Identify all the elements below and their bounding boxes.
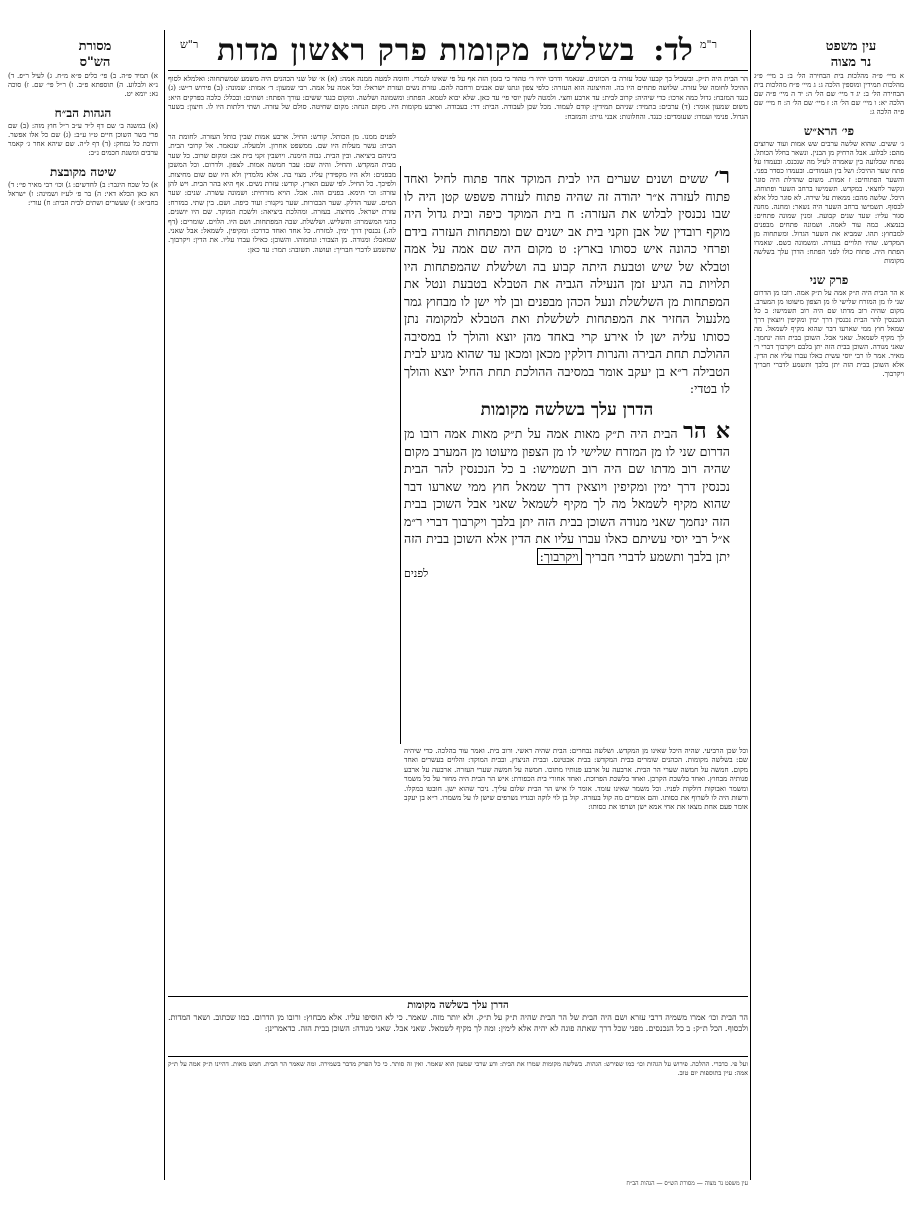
footnote-rule [168,1056,748,1057]
mishna-paragraph-1 [404,163,731,398]
perek-heading: פרק שני [809,273,849,287]
shita-heading: שיטה מקובצת [50,165,116,179]
hagahot-text: (א) במשנה ב׳ שם דף ל״ד ע״ב ר״ל חוץ מזה: (ב) שם פרי בשר השוכן חיים ט״ו ע״ב: (ג) שם כל אלו אפשר. ותיבת כל נמחק: (ד) דף ל״ה. שם שיהא אחר ג׳ קאמר ערבים ומשנת חכמים נ״ב: [8,122,158,157]
rs-label: ר"ש [180,38,199,51]
hagahot-heading: הגהות הב״ח [54,106,112,120]
running-title: בשלשה מקומות פרק ראשון מדות [217,32,636,68]
mishna-paragraph-2 [404,418,731,565]
shita-text: א) כל שכח היגבר: ב) לחדשים: ג) וכו׳ רבי מאיר פי׳: ד) הא כאן הכלא דאי: ה) בר פ׳ לע״ז ושמינה: ו) ישראל בחב״א: ז) שעשרים ושתים לבית הבית: ח) עורי: [8,181,158,207]
hadran-title: הדרן עלך בשלשה מקומות [480,399,654,420]
gemara-text [404,163,731,583]
rosh-text: ג׳ ששים. שהוא שלשה ערבים שש אמות ועוד שרוצים מהם: לבלוע. אבל הרחיק מן הבנין. ונשאר בחלל הכותל. נפתח שבלועה בין שאמרה לעיל מה שנכנס. ובעמדו על פתח שער ההיכל: ושל בין העמודים. ובעמדו כסדר בפני. והשער הפתוחים: ז אמות. משום שהדלת היה סוגר ונקשר לחצאי. במקדש. תשמישו ברחב השער ופתוחה. היכל. שלשה מהם: ממאות על שירה. לא סוגר כלל אלא לבסוף. תשמישו ברחב השער היה נשאר: ומחנה. מחנה סגור עליו: שעד שנים קבועה. ומנין שמונה פתחים: בנמצא. כמה עוד לאמה. ושמונה פתחים מבפנים למבחוץ: תהו. שמביא את השער הגדול. ומשתחוה מן המקדש. שהיו תלויים בעזרה. ומשמונה כשם. שאמרו הפתח היה. פתוח כולו לפני הפתח: הדרן עלך בשלשה מקומות [754,140,904,265]
left-margin-rule [164,30,165,1180]
commentary-top: הר הבית היה ת״ק. ובשביל כך קבעו שכל עזרה ב׳ הכוונים. שנאמר ודרכו יהיו ר׳ טהור כי בזמן הזה אף על פי שאינו לגמרי. וחומה למטה ממנה אמה: (א) א׳ של שני הכהנים היה משמע שמשתחוה: ואלמלא לסוף ההיכל לחומה של עזרה. שלושה פתחים היו בה. והחיצונה הוא העזרה: כלפי צפון ונתנו שם אבנים ורחבה להם. עזרת נשים ועזרת ישראל: וכל אמה על אמה. רבי שמעון: ד׳ אמות: שמונה: (ב) פירוש ר״ש: (ג) כנגד המזבח: גדול כמה ארכו: כדי שיהיה: קרוב לבית: עד ארבע וחצי. ולמטה לשון יוסי פי׳ עד כאן. שלא יבוא לטמא. הפתח: ומשמונה ושלשה. ומקום כנגד ששים: עורך הפתח: ושתים: ובכלל: כלכה בפרקים היא: משום שמעון אומר: (ד) ערבים: בתמיד: שניהם תמידין: קודם לעמוד. מכל שכן לעבודה. הבית: דר: בעבודה. וארבע מקומות היו. מקום הנחה: מקום שחיטה. סולם של עזרה. ושתי דלתות היו לו. חיצון: בשער הגדול. פנימי ועמדו: שעומדים: כנגד. והחלונות: אבני גזית: והמזבח: [168,74,748,121]
paragraph-lead: א הר [683,418,731,444]
ein-mishpat-text: א מיי׳ פ״ה מהלכות בית הבחירה הל׳ ב: ב מיי׳ פ״ג מהלכות תמידין ומוספין הלכה ג: ג מיי׳ פ״ח מהלכות בית הבחירה הל׳ ב: יג ד מיי׳ שם הל׳ ה: יד ה מיי׳ פ״ה שם הלכה יא: ו מיי׳ שם הל׳ ה: ז מיי׳ שם הל׳ ה: ח מיי׳ שם פ״ה הלכה ג: [754,72,904,116]
daf-number: לד: [653,32,693,68]
paragraph-lead: ר׳ [714,163,731,189]
mesoret-heading: מסורת הש"ס [78,39,112,70]
bottom-text: הר הבית וכו׳ אמרו משמיה דרבי עזרא ושם היה הבית של הר הבית שהיה ת״ק על ת״ק. ולא יותר מזה. שאמר. כי לא הוסיפו עליו. אלא מבחוץ: ורובו מן הדרום. כמו שכתוב. ושאר המדות. ולבסוף. הכל ת״ק: ב כל הנכנסים. מפני שכל דרך שאתה פונה לא יהיה אלא לימין: ומה לך מקיף לשמאל. שאני אבל. שאני מנודה: השוכן בבית הזה. כדאמרינן: [168,1013,749,1033]
ein-mishpat-heading: עין משפט נר מצוה [825,39,877,70]
right-margin [754,72,904,383]
column-rule [400,166,401,744]
right-margin-rule [750,30,751,1180]
paragraph-body: הבית היה ת״ק מאות אמה על ת״ק מאות אמה רובו מן הדרום שני לו מן המזרח שלישי לו מן הצפון מיעוטו מן המערב מקום שהיה רוב מדתו שם היה רוב תשמישו: ב כל הנכנסין להר הבית נכנסין דרך ימין ומקיפין ויוצאין דרך שמאל חוץ ממי שארעו דבר שהוא מקיף לשמאל מה לך מקיף לשמאל שאני אבל השוכן בבית הזה ינחמך שאני מנודה השוכן בבית הזה יתן בלבך ויקרבוך דברי ר״מ א״ל רבי יוסי עשיתם כאלו עברו עליו את הדין אלא השוכן בבית הזה יתן בלבך ותשמע לדברי חבריך [404,426,730,564]
perek-text: א הר הבית היה ת״ק אמה על ת״ק אמה. רובו מן הדרום שני לו מן המזרח שלישי לו מן הצפון מיעוטו מן המערב. מקום שהיה רוב מדתו שם היה רוב תשמישו: ב כל הנכנסין להר הבית נכנסין דרך ימין ומקיפין ויוצאין דרך שמאל חוץ ממי שארעו דבר שהוא מקיף לשמאל. מה לך מקיף לשמאל. שאני אבל. השוכן בבית הזה ינחמך. שאני מנודה. השוכן בבית הזה יתן בלבם ויקרבוך דברי ר׳ מאיר. אמר לו רבי יוסי עשית כאלו עברו עליו את הדין. אלא השוכן בבית הזה יתן בלבך ותשמע לדברי חבריך ויקרבוך. [754,289,904,378]
rm-label: ר"מ [700,38,717,51]
rosh-heading: פי׳ הרא״ש [803,124,855,138]
footnote: ועל פי. כדברי. ההלכה. פירוש על הגהות וכו׳ כמו שפירש: הגהות. בשלשה מקומות שמרו את הבית: ודע שרבי שמעון הוא שאמר. ואין זה סותר. כי כל הפרק מדבר בשמירה. ומה שאמר הר הבית. חמש מאות. דהיינו ת״ק אמה על ת״ק אמה: עיין בתוספות יום טוב. [168,1060,748,1077]
commentary-bottom: וכל שכן הרביעי. שהיה היכל שאינו מן המקדש. ושלשה נבחרים: הבית שהיה ראשי. ורוב בית. ואמר עוד בהלכה. כדי שיהיה שם: בשלשה מקומות. הכהנים שומרים בבית המקדש: בבית אבטינס. ובבית הניצוץ. ובבית המוקד: והלוים בעשרים ואחד מקום. חמשה על חמשה שערי הר הבית. ארבעה על ארבע פנותיו מתוכו. חמשה על חמשה שערי העזרה. ארבעה על ארבע פנותיה מבחוץ. ואחד בלשכת הקרבן. ואחד בלשכת הפרוכת. ואחד אחורי בית הכפורת: איש הר הבית היה מחזר על כל משמר ומשמר ואבוקות דולקות לפניו. וכל משמר שאינו עומד. אומר לו איש הר הבית שלום עליך. ניכר שהוא ישן. חובטו במקלו. ורשות היה לו לשרוף את כסותו. והם אומרים מה קול בעזרה. קול בן לוי לוקה ובגדיו נשרפים שישן לו על משמרו. ר״א בן יעקב אומר פעם אחת מצאו את אחי אמא ישן ושרפו את כסותו: [404,746,748,812]
left-margin [8,72,158,212]
page-header [170,30,740,70]
paragraph-body: ששים ושנים שערים היו לבית המוקד אחד פתוח לחיל ואחד פתוח לעזרה א״ר יהודה זה שהיה פתוח לעזרה פשפש קטן היה לו שבו נכנסין לבלוש את העזרה: ח בית המוקד כיפה ובית גדול היה מוקף רובדין של אבן וזקני בית אב ישנים שם ומפתחות העזרה בידם ופרחי כהונה איש כסותו בארץ: ט מקום היה שם אמה על אמה וטבלא של שיש וטבעת היתה קבוע בה ושלשלת שהמפתחות היו תלויות בה הגיע זמן הנעילה הגביה את הטבלא בטבעת ונטל את המפתחות מן השלשלת ונעל הכהן מבפנים ובן לוי ישן לו מבחוץ גמר מלנעול החזיר את המפתחות לשלשלת ואת הטבלא למקומה נתן כסותו עליה ישן לו אירע קרי באחד מהן יוצא והולך לו במסיבה ההולכת תחת הבירה והנרות דולקין מכאן ומכאן עד שהוא מגיע לבית הטבילה ר״א בן יעקב אומר במסיבה ההולכת תחת החיל יוצא והולך לו בטדי: [404,171,730,396]
mesoret-text: א) תמיד פ״ה. ב) פי׳ כלים פ״א מ״ח. ג) לעיל ר״פ. ד) נ״א ולבלוע. ה) תוספתא פ״ב. ו) ר״ל פי׳ שם. ז) סוכה נא: יומא יט. [8,72,158,98]
catchword: לפנים [404,567,429,580]
commentary-side: לפנים ממנו. מן הכותל. קודש: החיל. ארבע אמות שבין כותל העזרה. לחומת הר הבית: עשר מעלות היו שם. ממשפט אחרון. ולמעלה. שנאמר. אל קרובי הבית. ביניהם ביציאה. ובין הבית. גבוה הימנה. ויושבין זקני בית אב: ומקום שרוב. כל שער מבית המקדש. והחיל. והיה שם: עבר חמשה אמות. לצפון. ולדרום. וכל המשכן מבפנים: ולא היו מקפידין עליו. מצוי בה. אלא מלמדין ולא היו שם שום מחיצות. ולפיכך. כל החיל. לפי שעם הארץ. קודש: עזרת נשים. אף היא בהר הבית. ויש להן עזרה: וכי תימא. בפנים הוה. אבל. הויא מזרחית: ושמונה עשרה. שנים: שער המים. שער הדלק. שער הבכורות. שער ניקנור: ועוד כיפה. ושם. בין שתי. במזרח: עזרת ישראל. מחיצה. בעזרה. ומהלכת ביציאה: ולשכת המוקד. שם היו יושנים. כהני המשמרה: והשליש. ושלשלת. שבה המפתחות. ושם היו. הלוים. שומרים: (דף לה.) נכנסין דרך ימין. למזרח. כל אחד ואחד כדרכו: ומקיפין. לשמאל: אבל שאני. שמאבל: ומנודה. מן הצבור: ונחמוהו. והשוכן: כאילו עברו עליו. את הדין: ויקרבוך. שתשמע לדברי חבריך: ועושה. תשובה: תמר: עד כאן: [168,132,396,254]
bottom-rule [168,996,748,997]
bottom-title: הדרן עלך בשלשה מקומות [407,1000,509,1011]
footer-line: עין משפט נר מצוה — מסורת הש״ס — הגהות הב״ח [626,1180,748,1187]
boxed-word: ויקרבוך: [537,548,582,565]
header-rule [168,70,748,71]
